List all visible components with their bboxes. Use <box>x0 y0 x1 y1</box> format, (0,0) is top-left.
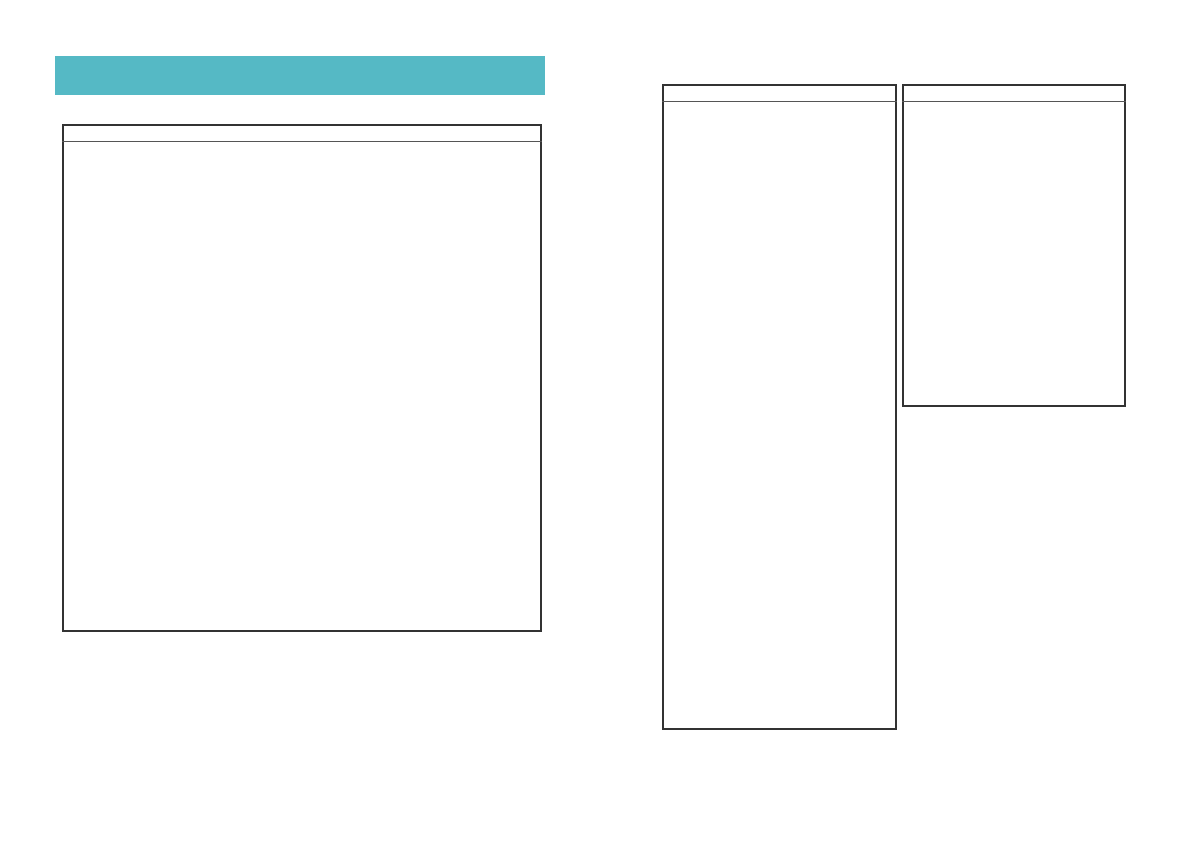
winter-title <box>662 84 897 102</box>
spring-table <box>902 84 1126 407</box>
section-title <box>55 56 545 95</box>
summer-table <box>62 124 542 632</box>
summer-title <box>62 124 542 142</box>
winter-table <box>662 84 897 730</box>
spring-title <box>902 84 1126 102</box>
